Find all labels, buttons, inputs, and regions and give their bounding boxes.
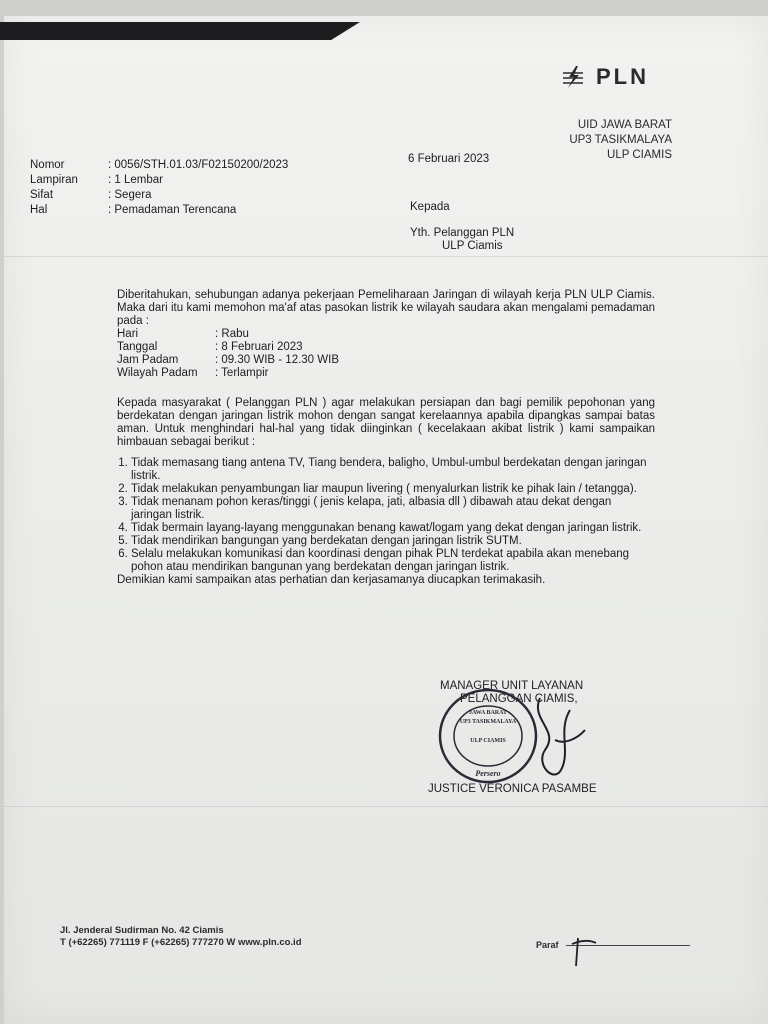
list-item: 1. Tidak memasang tiang antena TV, Tiang bendera, baligho, Umbul-umbul berdekatan dengan jaringan listrik.	[131, 457, 655, 483]
meta-row	[30, 173, 288, 188]
schedule-label: Wilayah Padam	[117, 367, 198, 379]
closing-paragraph: Demikian kami sampaikan atas perhatian dan kerjasamanya diucapkan terimakasih.	[117, 574, 546, 586]
intro-paragraph: Diberitahukan, sehubungan adanya pekerjaan Pemeliharaan Jaringan di wilayah kerja PLN ULP Ciamis. Maka dari itu kami memohon ma'af atas pasokan listrik ke wilayah saudara akan mengalami pemadaman pada :	[117, 289, 655, 327]
advice-list	[117, 457, 655, 574]
fold-line	[4, 256, 768, 257]
list-item: 3. Tidak menanam pohon keras/tinggi ( jenis kelapa, jati, albasia dll ) dibawah atau dekat dengan jaringan listrik.	[131, 496, 655, 522]
schedule-row	[117, 367, 655, 380]
outage-schedule	[117, 328, 655, 380]
svg-text:Persero: Persero	[475, 769, 501, 778]
pln-logo	[560, 64, 649, 90]
schedule-label: Hari	[117, 328, 139, 340]
paraf-label: Paraf	[536, 940, 559, 950]
unit-line: UP3 TASIKMALAYA	[569, 134, 672, 146]
meta-row	[30, 188, 288, 203]
unit-line: UID JAWA BARAT	[577, 119, 672, 131]
schedule-label: Jam Padam	[117, 354, 179, 366]
letter-meta	[30, 158, 288, 218]
meta-label: Nomor	[30, 159, 65, 171]
meta-label: Sifat	[30, 189, 54, 201]
list-item: 5. Tidak mendirikan bangungan yang berdekatan dengan jaringan listrik SUTM.	[131, 535, 655, 548]
schedule-value: : 09.30 WIB - 12.30 WIB	[215, 354, 339, 366]
signer-title-line: MANAGER UNIT LAYANAN	[440, 680, 584, 692]
meta-value: : 0056/STH.01.03/F02150200/2023	[108, 159, 289, 171]
svg-text:JAWA BARAT: JAWA BARAT	[468, 710, 508, 716]
unit-line: ULP CIAMIS	[607, 149, 672, 161]
meta-value: : Pemadaman Terencana	[108, 204, 237, 216]
letter-footer	[60, 925, 302, 949]
lightning-icon	[560, 65, 586, 89]
footer-address: Jl. Jenderal Sudirman No. 42 Ciamis	[60, 925, 224, 936]
paraf-initial	[568, 934, 598, 970]
meta-row	[30, 158, 288, 173]
svg-text:UP3 TASIKMALAYA: UP3 TASIKMALAYA	[459, 719, 517, 725]
signer-name: JUSTICE VERONICA PASAMBE	[428, 783, 597, 795]
letter-date: 6 Februari 2023	[408, 153, 490, 165]
fold-line	[4, 806, 768, 807]
recipient	[410, 227, 514, 253]
unit-address	[569, 118, 672, 163]
schedule-row	[117, 328, 655, 341]
handwritten-signature	[500, 690, 590, 790]
list-item: 6. Selalu melakukan komunikasi dan koordinasi dengan pihak PLN terdekat apabila akan menebang pohon atau mendirikan bangunan yang berdekatan dengan jaringan listrik.	[131, 548, 655, 574]
meta-value: : 1 Lembar	[108, 174, 163, 186]
schedule-value: : Terlampir	[215, 367, 269, 379]
schedule-row	[117, 354, 655, 367]
letterhead-bar	[0, 22, 360, 40]
kepada-label: Kepada	[410, 201, 450, 213]
schedule-label: Tanggal	[117, 341, 158, 353]
appeal-paragraph: Kepada masyarakat ( Pelanggan PLN ) agar melakukan persiapan dan bagi pemilik pepohonan yang berdekatan dengan jaringan listrik mohon dengan sangat kerelaannya apabila dipangkas sampai batas aman. Untuk menghindari hal-hal yang tidak diinginkan ( kecelakaan akibat listrik ) kami sampaikan himbauan sebagai berikut :	[117, 397, 655, 448]
meta-value: : Segera	[108, 189, 152, 201]
recipient-line: ULP Ciamis	[442, 240, 503, 252]
schedule-row	[117, 341, 655, 354]
recipient-line: Yth. Pelanggan PLN	[410, 227, 515, 239]
signer-title-line: PELANGGAN CIAMIS,	[460, 693, 578, 705]
meta-label: Lampiran	[30, 174, 78, 186]
schedule-value: : 8 Februari 2023	[215, 341, 303, 353]
footer-contact: T (+62265) 771119 F (+62265) 777270 W www.pln.co.id	[60, 937, 302, 948]
brand-name: PLN	[596, 64, 649, 89]
svg-text:ULP CIAMIS: ULP CIAMIS	[470, 738, 506, 744]
meta-label: Hal	[30, 204, 48, 216]
meta-row	[30, 203, 288, 218]
letter-body	[117, 289, 655, 587]
schedule-value: : Rabu	[215, 328, 249, 340]
list-item: 2. Tidak melakukan penyambungan liar maupun livering ( menyalurkan listrik ke pihak lain / tetangga).	[131, 483, 655, 496]
list-item: 4. Tidak bermain layang-layang menggunakan benang kawat/logam yang dekat dengan jaringan listrik.	[131, 522, 655, 535]
